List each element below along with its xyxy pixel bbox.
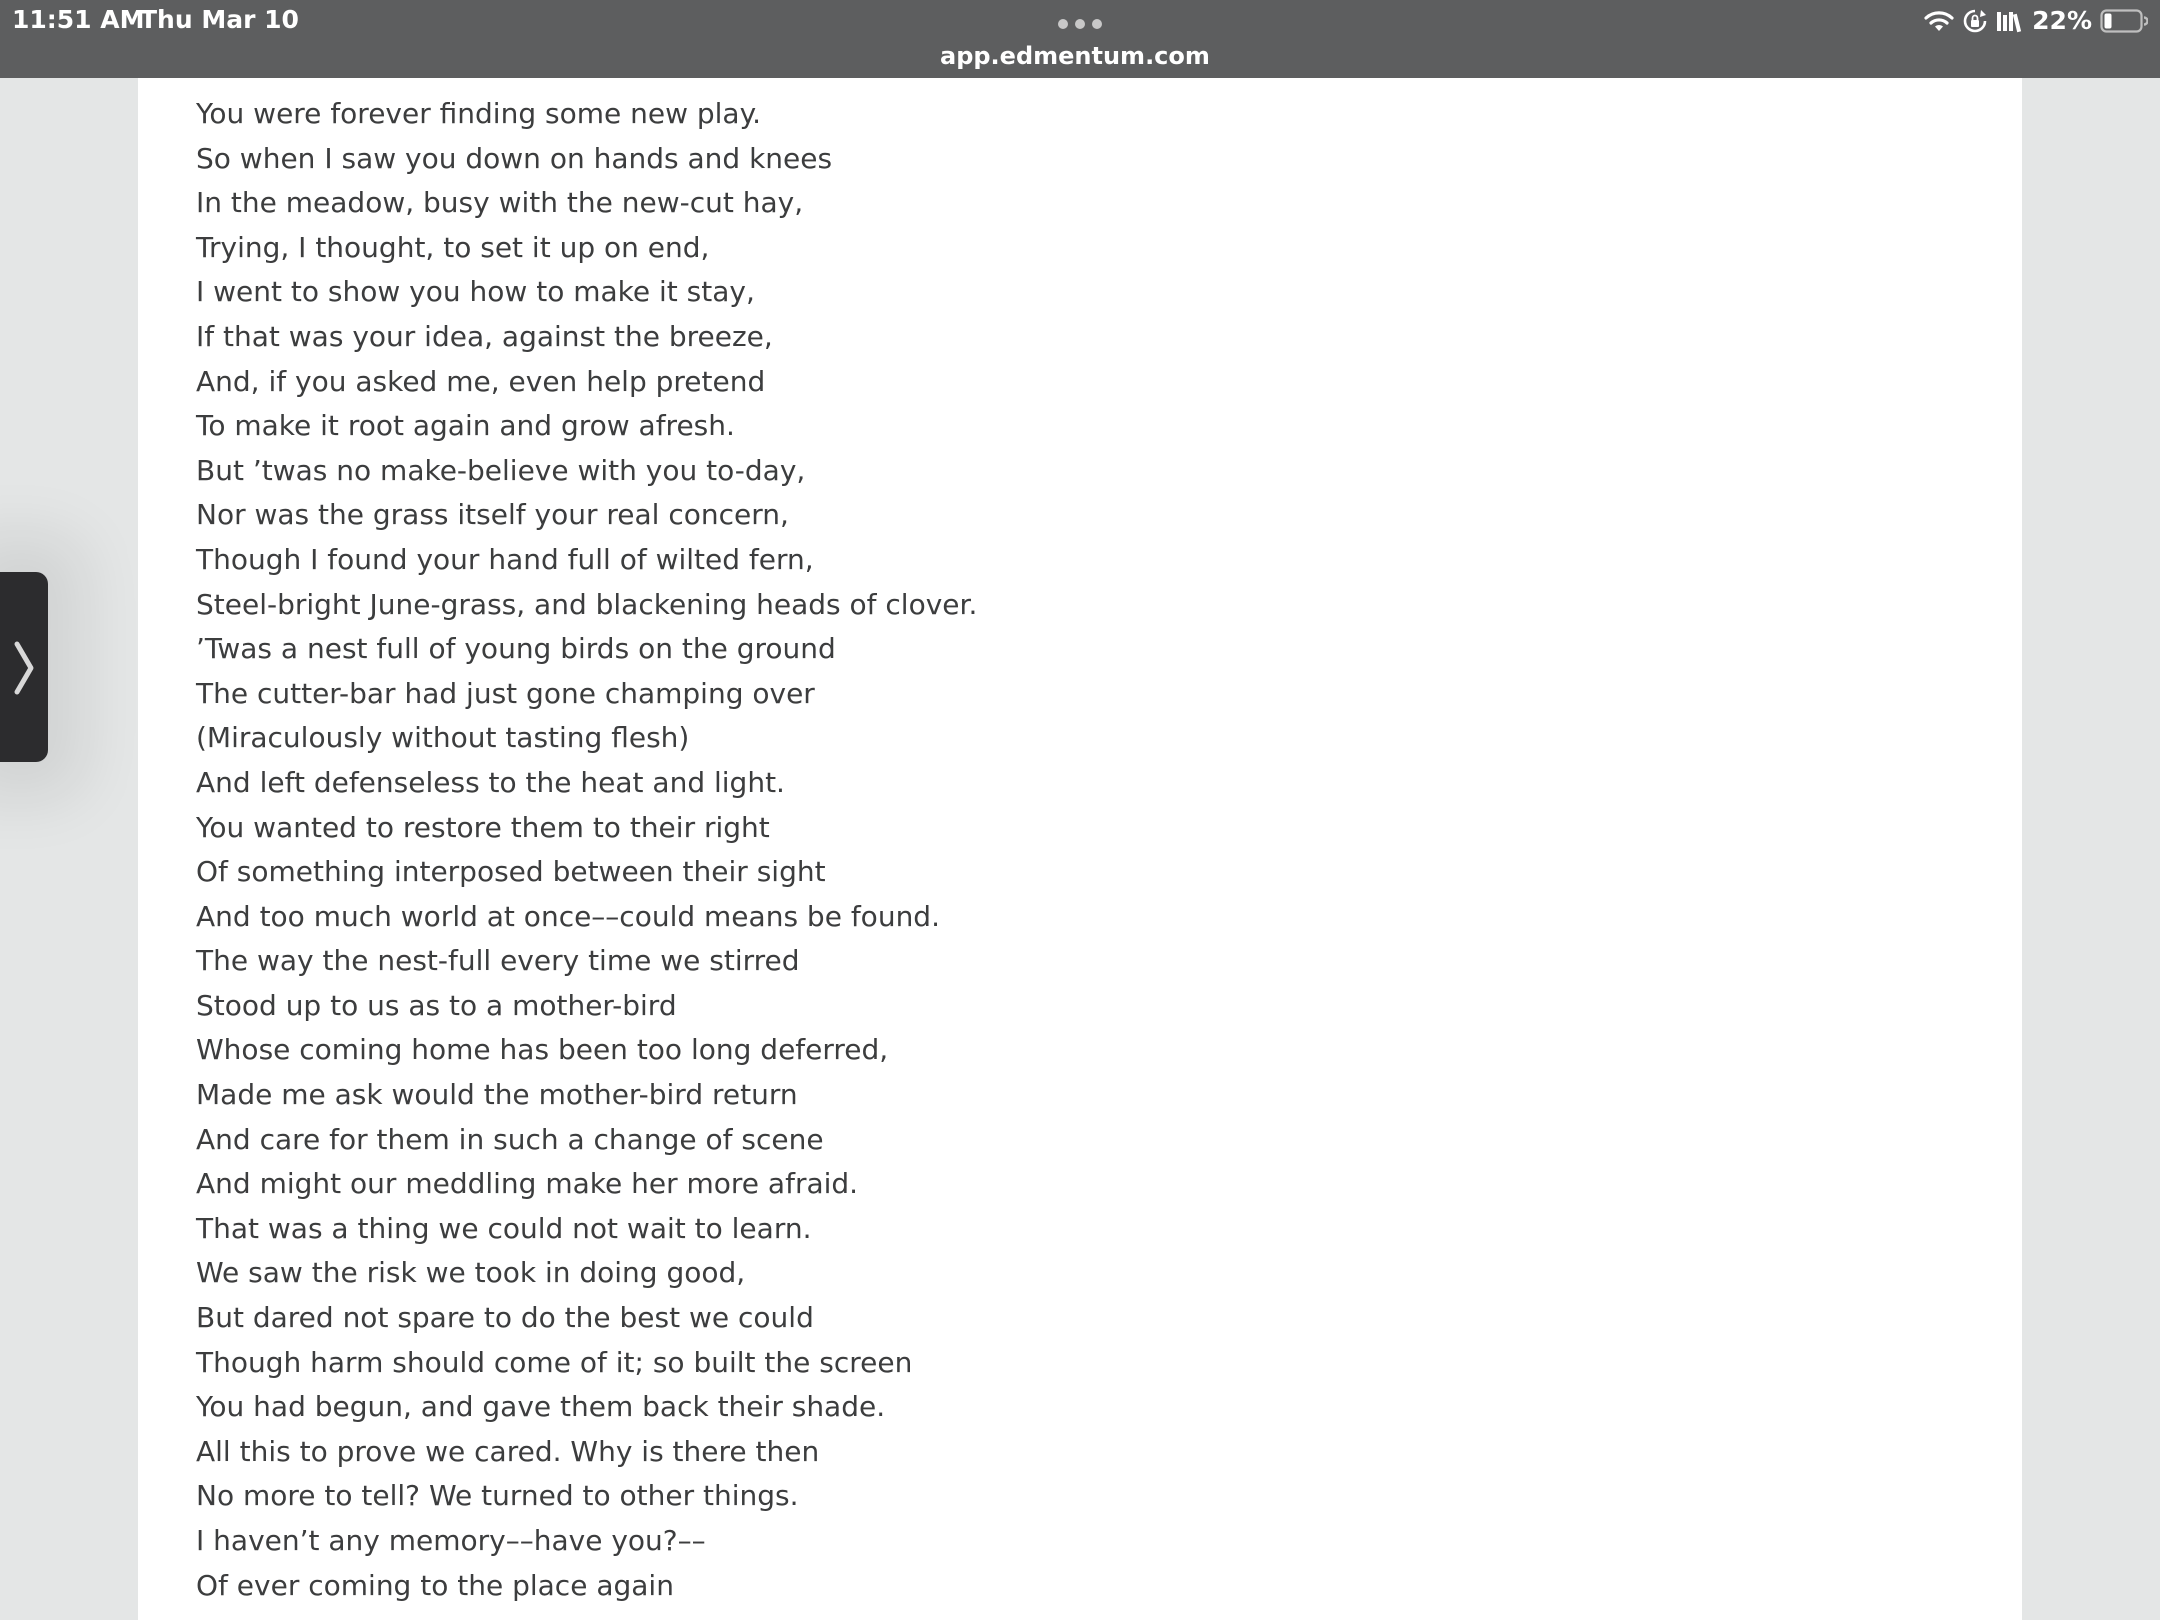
orientation-lock-icon [1962, 8, 1988, 34]
status-time: 11:51 AM [12, 5, 145, 34]
poem-line: If that was your idea, against the breeze, [196, 319, 773, 353]
poem-line: All this to prove we cared. Why is there then [196, 1434, 820, 1468]
poem-line: Trying, I thought, to set it up on end, [196, 230, 710, 264]
passage-content [138, 78, 2022, 1620]
chevron-right-icon [12, 640, 36, 696]
status-bar [0, 0, 2160, 78]
poem-line: And too much world at once––could means be found. [196, 899, 940, 933]
poem-line: Steel-bright June-grass, and blackening heads of clover. [196, 587, 978, 621]
poem-line: Though harm should come of it; so built the screen [196, 1345, 913, 1379]
poem-line: But ’twas no make-believe with you to-day, [196, 453, 806, 487]
poem-line: ’Twas a nest full of young birds on the ground [196, 632, 836, 666]
poem-line: You wanted to restore them to their right [196, 810, 770, 844]
poem-line: Made me ask would the mother-bird return [196, 1078, 798, 1112]
poem-line: No more to tell? We turned to other things. [196, 1479, 799, 1513]
poem-line: Of ever coming to the place again [196, 1568, 674, 1602]
poem-line: Nor was the grass itself your real concern, [196, 498, 789, 532]
poem-line: Whose coming home has been too long deferred, [196, 1033, 889, 1067]
poem-line: You were forever finding some new play. [196, 97, 762, 130]
poem-line: (Miraculously without tasting flesh) [196, 721, 690, 755]
poem-lines [196, 92, 977, 1608]
address-bar[interactable] [940, 38, 1220, 74]
battery-icon [2100, 9, 2148, 33]
status-icons [1924, 4, 2148, 38]
library-icon [1996, 9, 2024, 33]
poem-line: And might our meddling make her more afraid. [196, 1167, 859, 1201]
poem-line: The way the nest-full every time we stirred [196, 944, 800, 978]
poem-line: To make it root again and grow afresh. [196, 409, 735, 443]
poem-line: Stood up to us as to a mother-bird [196, 988, 677, 1022]
poem-line: We saw the risk we took in doing good, [196, 1256, 746, 1290]
poem-line: Though I found your hand full of wilted fern, [196, 542, 814, 576]
poem-line: That was a thing we could not wait to learn. [196, 1211, 812, 1245]
poem-line: But dared not spare to do the best we could [196, 1301, 814, 1335]
battery-percent: 22% [2032, 6, 2092, 35]
poem-line: And care for them in such a change of scene [196, 1122, 824, 1156]
side-panel-toggle[interactable] [0, 572, 48, 762]
more-dots-icon[interactable] [1057, 18, 1103, 30]
status-date: Thu Mar 10 [140, 5, 299, 34]
poem-line: Of something interposed between their sight [196, 855, 826, 889]
poem-line: The cutter-bar had just gone champing over [196, 676, 815, 710]
wifi-icon [1924, 9, 1954, 33]
poem-line: And, if you asked me, even help pretend [196, 364, 766, 398]
poem-line: In the meadow, busy with the new-cut hay, [196, 186, 804, 220]
poem-line: I went to show you how to make it stay, [196, 275, 755, 309]
poem-line: So when I saw you down on hands and knees [196, 141, 833, 175]
poem-line: I haven’t any memory––have you?–– [196, 1524, 706, 1557]
poem-line: And left defenseless to the heat and light. [196, 765, 785, 799]
poem-line: You had begun, and gave them back their shade. [196, 1390, 886, 1424]
url-text: app.edmentum.com [940, 42, 1210, 70]
